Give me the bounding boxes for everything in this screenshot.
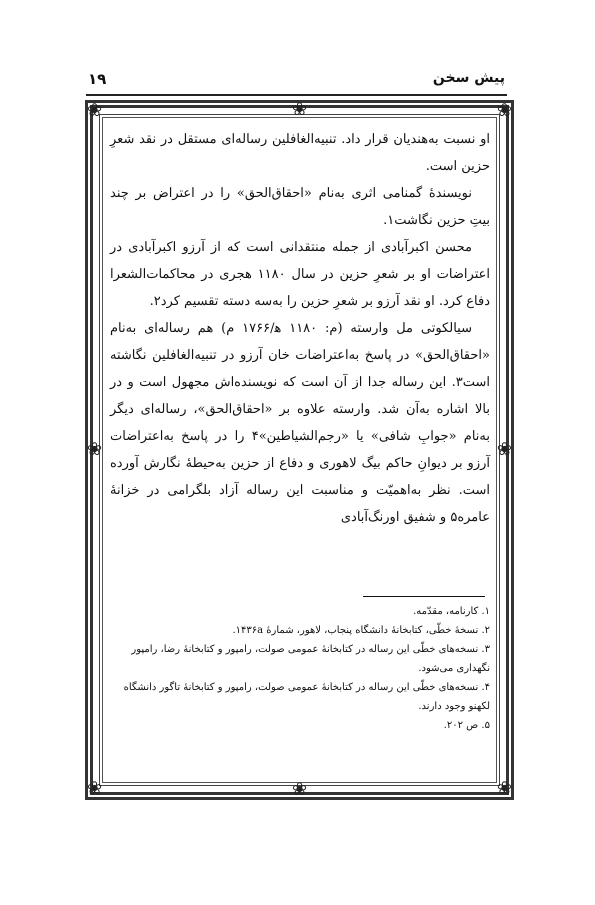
running-header	[88, 70, 505, 92]
edge-ornament-icon: ❀	[496, 439, 512, 460]
paragraph: محسن اکبرآبادی از جمله منتقدانی است که از آرزو اکبرآبادی در اعتراضات او بر شعرِ حزین در سال ۱۱۸۰ هجری در محاکمات‌الشعرا دفاع کرد. او نقد آرزو بر شعرِ حزین را به‌سه دسته تقسیم کرد۲.	[110, 240, 490, 309]
footnotes	[112, 602, 490, 735]
chapter-title: پیش سخن	[432, 70, 505, 86]
paragraph: نویسندهٔ گمنامی اثری به‌نام «احقاق‌الحق» را در اعتراض بر چند بیتِ حزین نگاشت۱.	[110, 186, 490, 228]
corner-ornament-icon: ❀	[496, 778, 512, 799]
body-text	[110, 126, 490, 531]
corner-ornament-icon: ❀	[87, 778, 103, 799]
paragraph: او نسبت به‌هندیان قرار داد. تنبیه‌الغافلین رساله‌ای مستقل در نقد شعرِ حزین است.	[110, 132, 490, 174]
paragraph: سیالکوتی مل وارسته (م: ۱۱۸۰ ه‍/۱۷۶۶ م) هم رساله‌ای به‌نام «احقاق‌الحق» در پاسخ به‌اعتراضات خان آرزو در تنبیه‌الغافلین نگاشته است۳. این رساله جدا از آن است که نویسنده‌اش مجهول است و در بالا اشاره به‌آن شد. وارسته علاوه بر «احقاق‌الحق»، رساله‌ای دیگر به‌نام «جوابِ شافی» یا «رجم‌الشیاطین»۴ را در پاسخ به‌اعتراضات آرزو بر دیوانِ حاکم بیگ لاهوری و دفاع از حزین به‌حیطهٔ نگارش آورده است. نظر به‌اهمیّت و مناسبت این رساله آزاد بلگرامی در خزانهٔ عامره۵ و شفیق اورنگ‌آبادی	[110, 321, 491, 525]
edge-ornament-icon: ❀	[87, 439, 103, 460]
corner-ornament-icon: ❀	[87, 100, 103, 121]
edge-ornament-icon: ❀	[291, 99, 308, 120]
page-number: ۱۹	[88, 70, 107, 88]
footnote: ۱. کارنامه، مقدّمه.	[413, 606, 490, 617]
footnote: ۲. نسخهٔ خطّی، کتابخانهٔ دانشگاه پنجاب، لاهور، شمارهٔ ۱۴۳۶a.	[232, 625, 490, 636]
footnote: ۵. ص ۲۰۲.	[443, 720, 490, 731]
edge-ornament-icon: ❀	[291, 779, 308, 800]
corner-ornament-icon: ❀	[496, 100, 512, 121]
header-rule	[86, 94, 507, 96]
footnote: ۴. نسخه‌های خطّی این رساله در کتابخانهٔ عمومی صولت، رامپور و کتابخانهٔ تاگور دانشگاه لکهنو وجود دارند.	[123, 682, 490, 712]
footnote-rule	[363, 596, 485, 597]
footnote: ۳. نسخه‌های خطّی این رساله در کتابخانهٔ عمومی صولت، رامپور و کتابخانهٔ رضا، رامپور نگهداری می‌شود.	[131, 644, 490, 674]
